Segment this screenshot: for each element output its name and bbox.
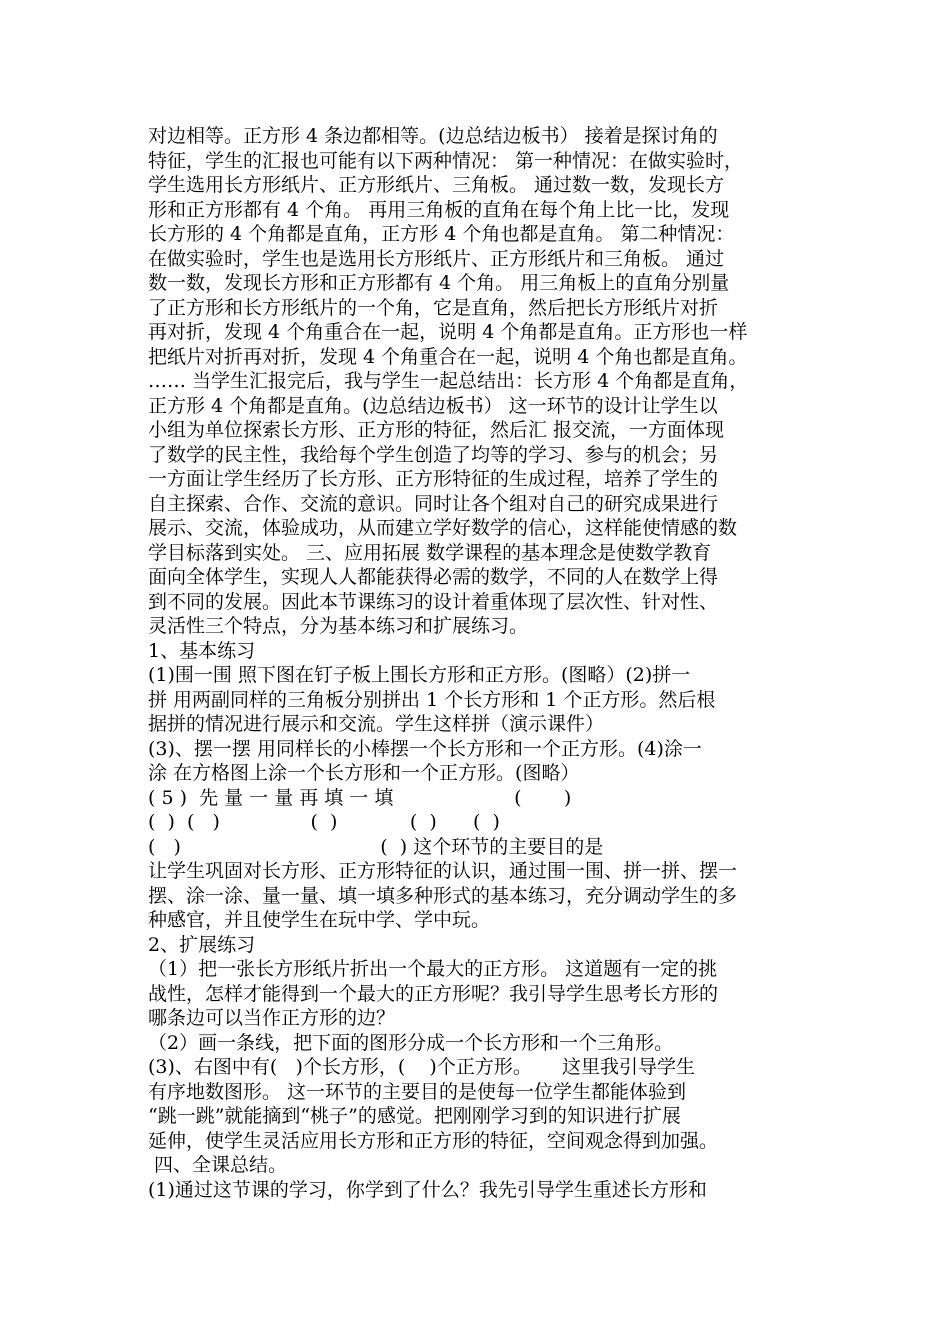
text-line: (1)通过这节课的学习，你学到了什么？我先引导学生重述长方形和 [148,1178,707,1201]
text-line: 特征，学生的汇报也可能有以下两种情况： 第一种情况：在做实验时， [148,149,744,172]
text-line: 战性，怎样才能得到一个最大的正方形呢？我引导学生思考长方形的 [148,982,719,1005]
text-line: (1)围一围 照下图在钉子板上围长方形和正方形。(图略）(2)拼一 [148,664,691,686]
text-line: 到不同的发展。因此本节课练习的设计着重体现了层次性、针对性、 [148,590,719,613]
text-line: 摆、涂一涂、量一量、填一填多种形式的基本练习，充分调动学生的多 [148,884,738,907]
text-line: 在做实验时，学生也是选用长方形纸片、正方形纸片和三角板。 通过 [148,247,725,270]
text-line: ( ) ( ) 这个环节的主要目的是 [148,835,604,858]
text-line: （2）画一条线，把下面的图形分成一个长方形和一个三角形。 [148,1031,674,1054]
text-line: ( 5 ) 先 量 一 量 再 填 一 填 ( ) [148,786,572,809]
text-line: 哪条边可以当作正方形的边？ [148,1007,396,1029]
text-line: （1）把一张长方形纸片折出一个最大的正方形。 这道题有一定的挑 [148,958,718,980]
text-line: 形和正方形都有 4 个角。 再用三角板的直角在每个角上比一比，发现 [148,198,730,221]
text-line: 再对折，发现 4 个角重合在一起，说明 4 个角都是直角。正方形也一样 [148,321,748,343]
text-line: 正方形 4 个角都是直角。(边总结边板书） 这一环节的设计让学生以 [148,394,718,417]
text-line: 展示、交流，体验成功，从而建立学好数学的信心，这样能使情感的数 [148,517,738,539]
text-line: 涂 在方格图上涂一个长方形和一个正方形。(图略） [148,762,580,784]
text-line: 据拼的情况进行展示和交流。学生这样拼（演示课件） [148,713,605,735]
text-line: 数一数，发现长方形和正方形都有 4 个角。 用三角板上的直角分别量 [148,272,730,294]
text-line: “跳一跳”就能摘到“桃子”的感觉。把刚刚学习到的知识进行扩展 [148,1105,681,1127]
text-line: 四、全课总结。 [148,1154,288,1176]
text-line: (3)、摆一摆 用同样长的小棒摆一个长方形和一个正方形。(4)涂一 [148,737,702,760]
text-line: 一方面让学生经历了长方形、正方形特征的生成过程，培养了学生的 [148,468,719,490]
text-line: 对边相等。正方形 4 条边都相等。(边总结边板书） 接着是探讨角的 [148,125,718,147]
text-line: …… 当学生汇报完后，我与学生一起总结出：长方形 4 个角都是直角， [148,370,749,392]
text-line: 了正方形和长方形纸片的一个角，它是直角，然后把长方形纸片对折 [148,296,719,319]
text-line: 把纸片对折再对折，发现 4 个角重合在一起，说明 4 个角也都是直角。 [148,345,748,368]
text-line: 自主探索、合作、交流的意识。同时让各个组对自己的研究成果进行 [148,492,719,515]
text-line: 长方形的 4 个角都是直角，正方形 4 个角也都是直角。 第二种情况： [148,223,735,245]
text-line: 了数学的民主性，我给每个学生创造了均等的学习、参与的机会；另 [148,443,719,466]
text-line: 让学生巩固对长方形、正方形特征的认识，通过围一围、拼一拼、摆一 [148,860,738,882]
text-line: 有序地数图形。 这一环节的主要目的是使每一位学生都能体验到 [148,1080,687,1103]
text-line: 延伸，使学生灵活应用长方形和正方形的特征，空间观念得到加强。 [148,1129,719,1152]
text-line: 学生选用长方形纸片、正方形纸片、三角板。 通过数一数，发现长方 [148,174,725,196]
text-line: 2、扩展练习 [148,933,256,956]
text-line: 拼 用两副同样的三角板分别拼出 1 个长方形和 1 个正方形。然后根 [148,688,716,711]
text-line: ( ) ( ) ( ) ( ) ( ) [148,811,500,833]
text-line: 1、基本练习 [148,639,256,662]
text-line: 面向全体学生，实现人人都能获得必需的数学，不同的人在数学上得 [148,566,719,588]
text-line: 灵活性三个特点，分为基本练习和扩展练习。 [148,615,529,637]
text-line: 学目标落到实处。 三、应用拓展 数学课程的基本理念是使数学教育 [148,541,712,564]
text-line: 小组为单位探索长方形、正方形的特征，然后汇 报交流，一方面体现 [148,419,725,441]
text-line: (3)、右图中有( )个长方形，( )个正方形。 这里我引导学生 [148,1056,696,1078]
text-line: 种感官，并且使学生在玩中学、学中玩。 [148,909,491,931]
